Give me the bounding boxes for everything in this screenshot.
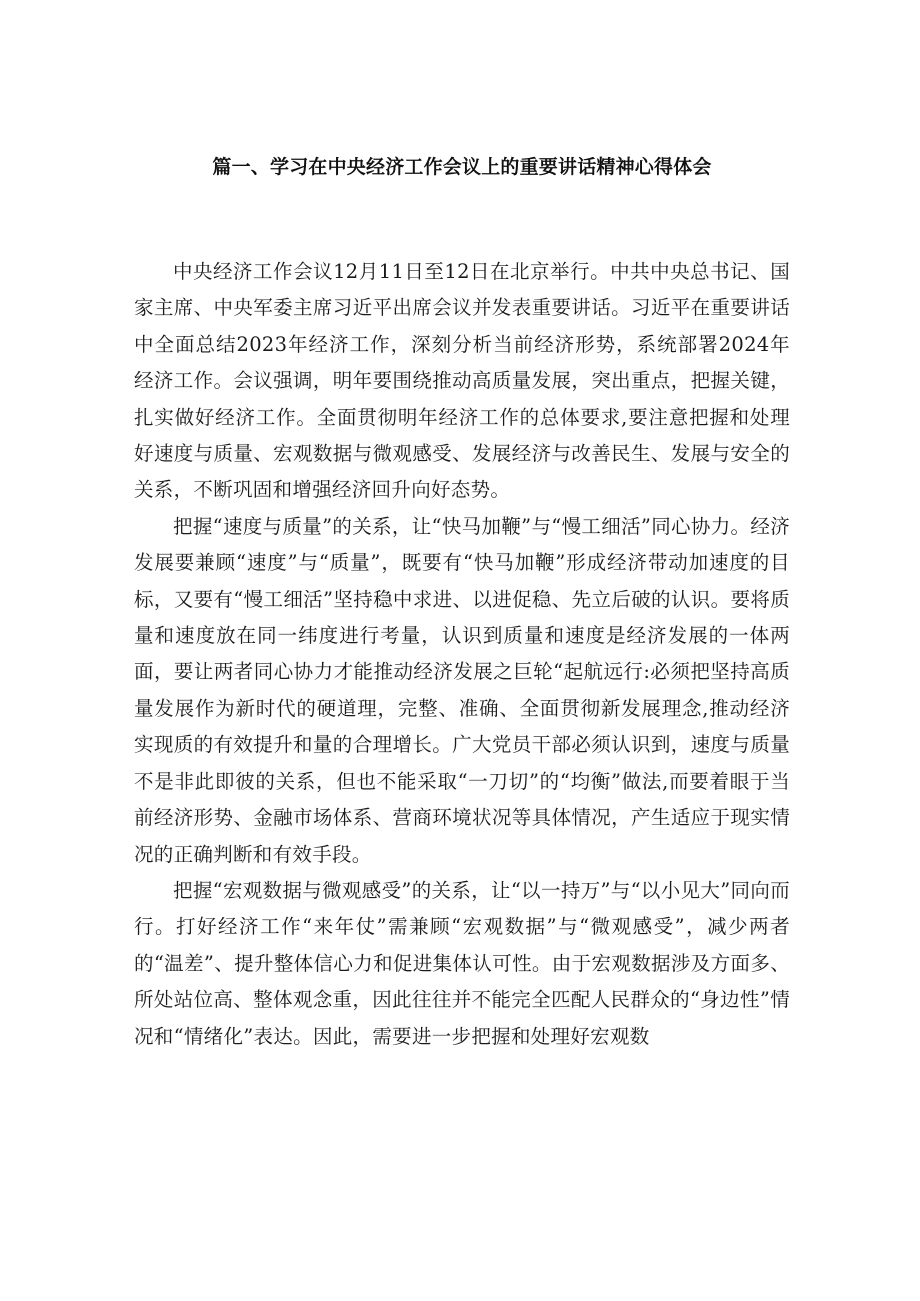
document-body (134, 254, 790, 1055)
paragraph-3: 把握“宏观数据与微观感受”的关系，让“以一持万”与“以小见大”同向而行。打好经济工作“来年仗”需兼顾“宏观数据”与“微观感受”，减少两者的“温差”、提升整体信心力和促进集体认可性。由于宏观数据涉及方面多、所处站位高、整体观念重，因此往往并不能完全匹配人民群众的“身边性”情况和“情绪化”表达。因此，需要进一步把握和处理好宏观数 (134, 878, 790, 1048)
paragraph-2: 把握“速度与质量”的关系，让“快马加鞭”与“慢工细活”同心协力。经济发展要兼顾“速度”与“质量”，既要有“快马加鞭”形成经济带动加速度的目标，又要有“慢工细活”坚持稳中求进、以进促稳、先立后破的认识。要将质量和速度放在同一纬度进行考量，认识到质量和速度是经济发展的一体两面，要让两者同心协力才能推动经济发展之巨轮“起航远行:必须把坚持高质量发展作为新时代的硬道理，完整、准确、全面贯彻新发展理念,推动经济实现质的有效提升和量的合理增长。广大党员干部必须认识到，速度与质量不是非此即彼的关系，但也不能采取“一刀切”的“均衡”做法,而要着眼于当前经济形势、金融市场体系、营商环境状况等具体情况，产生适应于现实情况的正确判断和有效手段。 (134, 514, 790, 866)
paragraph-1: 中央经济工作会议12月11日至12日在北京举行。中共中央总书记、国家主席、中央军委主席习近平出席会议并发表重要讲话。习近平在重要讲话中全面总结2023年经济工作，深刻分析当前经济形势，系统部署2024年经济工作。会议强调，明年要围绕推动高质量发展，突出重点，把握关键，扎实做好经济工作。全面贯彻明年经济工作的总体要求,要注意把握和处理好速度与质量、宏观数据与微观感受、发展经济与改善民生、发展与安全的关系，不断巩固和增强经济回升向好态势。 (134, 260, 790, 502)
document-title: 篇一、学习在中央经济工作会议上的重要讲话精神心得体会 (212, 156, 712, 178)
